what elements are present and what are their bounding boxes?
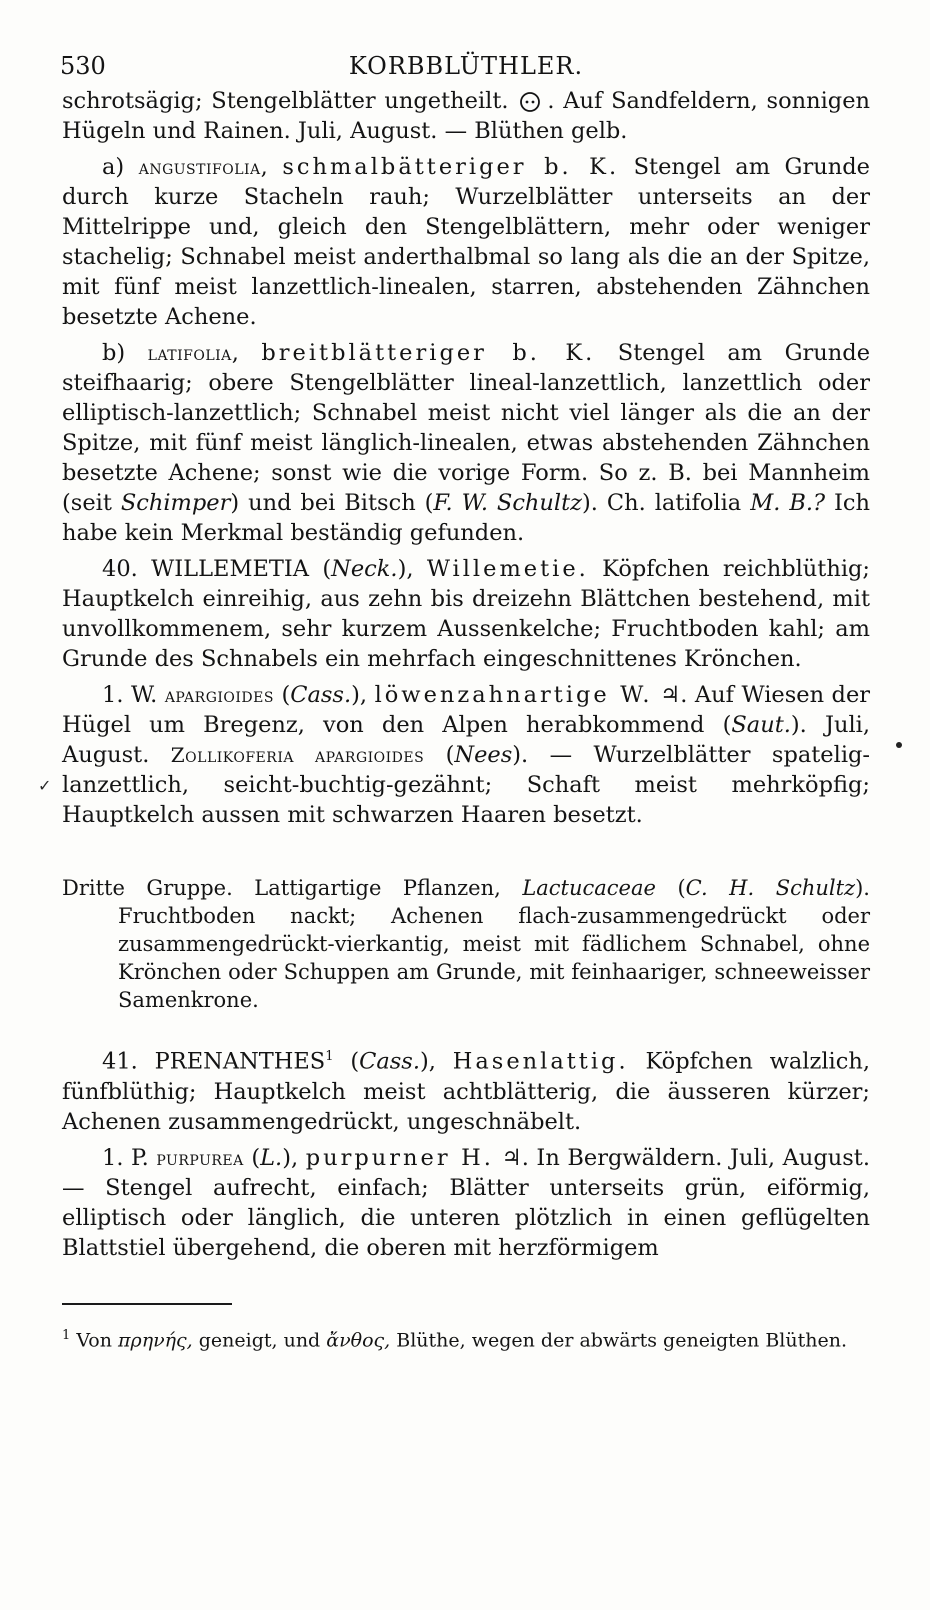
variety-b-name: latifolia [147, 341, 232, 365]
genus-41-name: PRENANTHES [154, 1048, 326, 1075]
paragraph-intro: schrotsägig; Stengelblätter ungetheilt. . Auf Sandfeldern, sonnigen Hügeln und Rainen. Juli, August. — Blüthen gelb. [62, 88, 871, 144]
margin-tick-mark: ✓ [38, 776, 52, 795]
book-page [62, 52, 870, 1353]
margin-dot [896, 742, 902, 748]
perennial-symbol-icon: ♃ [660, 682, 681, 708]
page-header [62, 52, 870, 86]
group-three-intro: Dritte Gruppe. Lattigartige Pflanzen, Lactucaceae (C. H. Schultz). Fruchtboden nackt; Achenen flach-zusammengedrückt oder zusammengedrückt-vierkantig, meist mit fädlichem Schnabel, ohne Krönchen oder Schuppen am Grunde, mit feinhaariger, schneeweisser Samenkrone. [62, 876, 870, 1012]
perennial-symbol-icon: ♃ [501, 1144, 522, 1171]
variety-a-name: angustifolia [138, 155, 261, 179]
genus-40-common: Willemetie. [426, 556, 589, 582]
biennial-symbol-icon [517, 91, 547, 113]
genus-41: 41. PRENANTHES$^1$ (Cass.), Hasenlattig. Köpfchen walzlich, fünfblüthig; Hauptkelch meist achtblätterig, die äusseren kürzer; Achenen zusammengedrückt, ungeschnäbelt. [62, 1048, 870, 1135]
species-40-1: 1. W. apargioides (Cass.), löwenzahnartige W. ♃. Auf Wiesen der Hügel um Bregenz, von den Alpen herabkommend (Saut.). Juli, August. Zollikoferia apargioides (Nees). — Wurzelblätter spatelig-lanzettlich, seicht-buchtig-gezähnt; Schaft meist mehrköpfig; Hauptkelch aussen mit schwarzen Haaren besetzt. [62, 682, 871, 828]
page-number: 530 [60, 52, 106, 80]
footnote-ref: 1 [325, 1049, 334, 1064]
variety-a: a) angustifolia, schmalbätteriger b. K. Stengel am Grunde durch kurze Stacheln rauh; Wurzelblätter unterseits an der Mittelrippe und, gleich den Stengelblättern, mehr oder weniger stachelig; Schnabel meist anderthalbmal so lang als die an der Spitze, mit fünf meist lanzettlich-linealen, starren, abstehenden Zähnchen besetzte Achene. [62, 154, 870, 330]
footnote-divider [62, 1303, 232, 1305]
genus-40-name: WILLEMETIA [151, 556, 310, 582]
genus-40: 40. WILLEMETIA (Neck.), Willemetie. Köpfchen reichblüthig; Hauptkelch einreihig, aus zehn bis dreizehn Blättchen bestehend, mit unvollkommenem, sehr kurzem Aussenkelche; Fruchtboden kahl; am Grunde des Schnabels ein mehrfach eingeschnittenes Krönchen. [62, 556, 871, 672]
species-41-1: 1. P. purpurea (L.), purpurner H. ♃. In Bergwäldern. Juli, August. — Stengel aufrecht, einfach; Blätter unterseits grün, eiförmig, elliptisch oder länglich, die unteren plötzlich in einen geflügelten Blattstiel übergehend, die oberen mit herzförmigem [62, 1144, 870, 1261]
variety-b-common: breitblätteriger b. K. [261, 340, 596, 366]
footnote: $^1$ Von πρηνής, geneigt, und ἄνθος, Blüthe, wegen der abwärts geneigten Blüthen. [62, 1327, 847, 1351]
variety-b: b) latifolia, breitblätteriger b. K. Stengel am Grunde steifhaarig; obere Stengelblätter lineal-lanzettlich, lanzettlich oder elliptisch-lanzettlich; Schnabel meist nicht viel länger als die an der Spitze, mit fünf meist länglich-linealen, etwas abstehenden Zähnchen besetzte Achene; sonst wie die vorige Form. So z. B. bei Mannheim (seit Schimper) und bei Bitsch (F. W. Schultz). Ch. latifolia M. B.? Ich habe kein Merkmal beständig gefunden. [62, 340, 871, 546]
running-title: KORBBLÜTHLER. [348, 52, 584, 80]
variety-a-common: schmalbätteriger b. K. [282, 154, 620, 180]
